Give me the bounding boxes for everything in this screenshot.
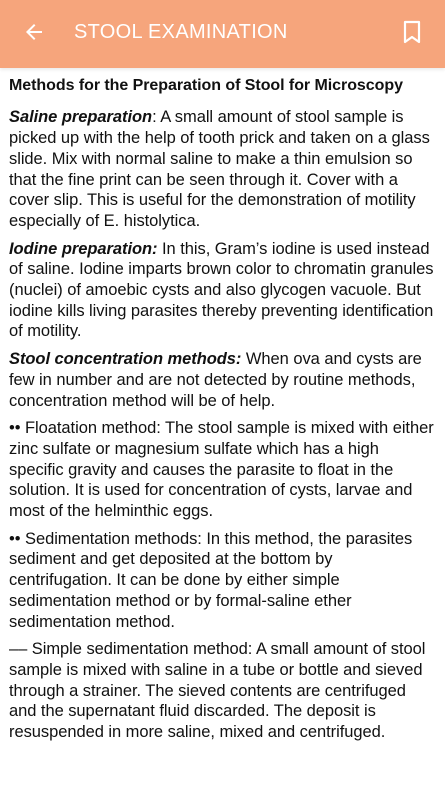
paragraph-iodine bbox=[9, 239, 437, 343]
paragraph-concentration-text: When ova and cysts are few in number and are not detected by routine methods, concentration method will be of help. bbox=[9, 350, 422, 410]
page-title: STOOL EXAMINATION bbox=[74, 21, 288, 43]
term-iodine-preparation: Iodine preparation: bbox=[9, 239, 158, 258]
paragraph-concentration bbox=[9, 349, 437, 411]
bookmark-button[interactable] bbox=[397, 19, 427, 49]
section-heading: Methods for the Preparation of Stool for Microscopy bbox=[9, 76, 403, 94]
paragraph-simple-sedimentation: –– Simple sedimentation method: A small amount of stool sample is mixed with saline in a tube or bottle and sieved through a strainer. The sieved contents are centrifuged and the supernatant fluid discarded. The deposit is resuspended in more saline, mixed and centrifuged. bbox=[9, 640, 426, 742]
app-bar bbox=[0, 0, 445, 68]
term-stool-concentration: Stool concentration methods: bbox=[9, 350, 242, 369]
bookmark-icon bbox=[401, 20, 423, 49]
arrow-left-icon bbox=[22, 20, 46, 49]
term-saline-preparation: Saline preparation bbox=[9, 108, 153, 127]
paragraph-saline bbox=[9, 107, 437, 231]
article-content bbox=[9, 48, 437, 750]
paragraph-sedimentation: •• Sedimentation methods: In this method, the parasites sediment and get deposited at the bottom by centrifugation. It can be done by either simple sedimentation method or by formal-saline ether sedimentation method. bbox=[9, 529, 413, 631]
paragraph-saline-text: : A small amount of stool sample is picked up with the help of tooth prick and taken on a glass slide. Mix with normal saline to make a thin emulsion so that the fine print can be seen through it. Cover with a cover slip. This is useful for the demonstration of motility especially of E. histolytica. bbox=[9, 108, 430, 230]
back-button[interactable] bbox=[18, 18, 50, 50]
paragraph-floatation: •• Floatation method: The stool sample is mixed with either zinc sulfate or magnesium sulfate which has a high specific gravity and causes the parasite to float in the solution. It is used for concentration of cysts, larvae and most of the helminthic eggs. bbox=[9, 419, 434, 521]
paragraph-iodine-text: In this, Gram’s iodine is used instead of saline. Iodine imparts brown color to chromatin granules (nuclei) of amoebic cysts and also glycogen vacuole. But iodine kills living parasites thereby preventing identification of motility. bbox=[9, 239, 434, 341]
